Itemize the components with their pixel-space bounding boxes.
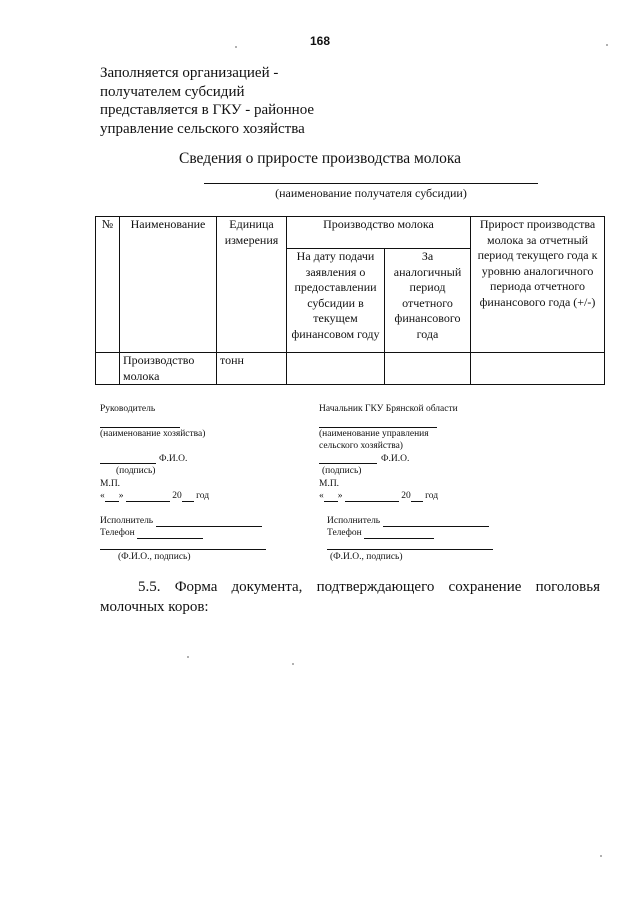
header-number: № — [96, 217, 120, 353]
corner-note-line: управление сельского хозяйства — [100, 120, 305, 137]
right-year-line — [411, 491, 423, 502]
scan-speck — [292, 663, 294, 665]
header-name: Наименование — [120, 217, 217, 353]
right-date-close: » — [337, 491, 343, 501]
right-executor-label: Исполнитель — [327, 516, 381, 526]
cell-on-application-date — [287, 353, 385, 385]
recipient-name-line — [204, 183, 538, 184]
right-executor-row — [327, 515, 489, 527]
left-head-label: Руководитель — [100, 404, 156, 414]
milk-production-table — [95, 216, 605, 385]
left-phone-row — [100, 527, 203, 539]
header-unit: Единица измерения — [217, 217, 287, 353]
left-month-line — [126, 491, 170, 502]
right-name-caption-2: сельского хозяйства) — [319, 441, 403, 451]
right-sign-caption: (подпись) — [322, 466, 362, 476]
left-executor-row — [100, 515, 262, 527]
right-executor-line — [383, 516, 489, 527]
left-year: 20 — [172, 491, 182, 501]
right-fio-label: Ф.И.О. — [381, 454, 410, 464]
corner-note-line: Заполняется организацией - — [100, 65, 279, 81]
cell-row-unit: тонн — [217, 353, 287, 385]
scan-speck — [606, 44, 608, 46]
right-year-suffix: год — [425, 491, 439, 501]
corner-note-line: представляется в ГКУ - районное — [100, 102, 315, 118]
right-fio-sign-caption: (Ф.И.О., подпись) — [330, 552, 403, 562]
scan-speck — [235, 46, 237, 48]
left-phone-line — [137, 528, 203, 539]
document-title: Сведения о приросте производства молока — [178, 150, 461, 167]
right-fio-sign-line — [327, 549, 493, 550]
left-fio-sign-line — [100, 549, 266, 550]
right-month-line — [345, 491, 399, 502]
header-on-application-date: На дату подачи заявления о предоставлении субсидии в текущем финансовом году — [287, 249, 385, 353]
right-sign-line — [319, 463, 377, 464]
right-phone-label: Телефон — [327, 528, 362, 538]
right-phone-row — [327, 527, 434, 539]
cell-row-name: Производство молока — [120, 353, 217, 385]
left-day-line — [105, 491, 119, 502]
corner-note-line: получателем субсидий — [100, 83, 245, 100]
right-name-caption-1: (наименование управления — [319, 429, 429, 439]
page-number: 168 — [309, 34, 331, 48]
scan-speck — [600, 855, 602, 857]
left-year-line — [182, 491, 194, 502]
right-year: 20 — [401, 491, 411, 501]
header-production: Производство молока — [287, 217, 471, 249]
right-date-open: « — [319, 491, 324, 501]
right-head-label: Начальник ГКУ Брянской области — [319, 404, 458, 414]
recipient-caption: (наименование получателя субсидии) — [275, 186, 467, 200]
cell-same-period — [385, 353, 471, 385]
left-fio-sign-caption: (Ф.И.О., подпись) — [118, 552, 191, 562]
cell-number — [96, 353, 120, 385]
left-date-open: « — [100, 491, 105, 501]
left-name-caption: (наименование хозяйства) — [100, 429, 206, 439]
left-fio-label: Ф.И.О. — [159, 454, 188, 464]
left-year-suffix: год — [196, 491, 210, 501]
corner-note — [100, 64, 314, 138]
header-growth: Прирост производства молока за отчетный период текущего года к уровню аналогичного периода отчетного финансового года (+/-) — [471, 217, 605, 353]
header-same-period: За аналогичный период отчетного финансового года — [385, 249, 471, 353]
left-mp-label: М.П. — [100, 479, 121, 489]
right-phone-line — [364, 528, 434, 539]
left-phone-label: Телефон — [100, 528, 135, 538]
section-5-5-text: 5.5. Форма документа, подтверждающего сохранение поголовья молочных коров: — [100, 579, 600, 615]
right-mp-label: М.П. — [319, 479, 340, 489]
left-sign-caption: (подпись) — [116, 466, 156, 476]
right-day-line — [324, 491, 338, 502]
right-date-row — [319, 490, 438, 502]
left-executor-label: Исполнитель — [100, 516, 154, 526]
scan-speck — [187, 656, 189, 658]
cell-growth — [471, 353, 605, 385]
left-date-row — [100, 490, 209, 502]
left-executor-line — [156, 516, 262, 527]
left-date-close: » — [118, 491, 124, 501]
left-sign-line — [100, 463, 156, 464]
